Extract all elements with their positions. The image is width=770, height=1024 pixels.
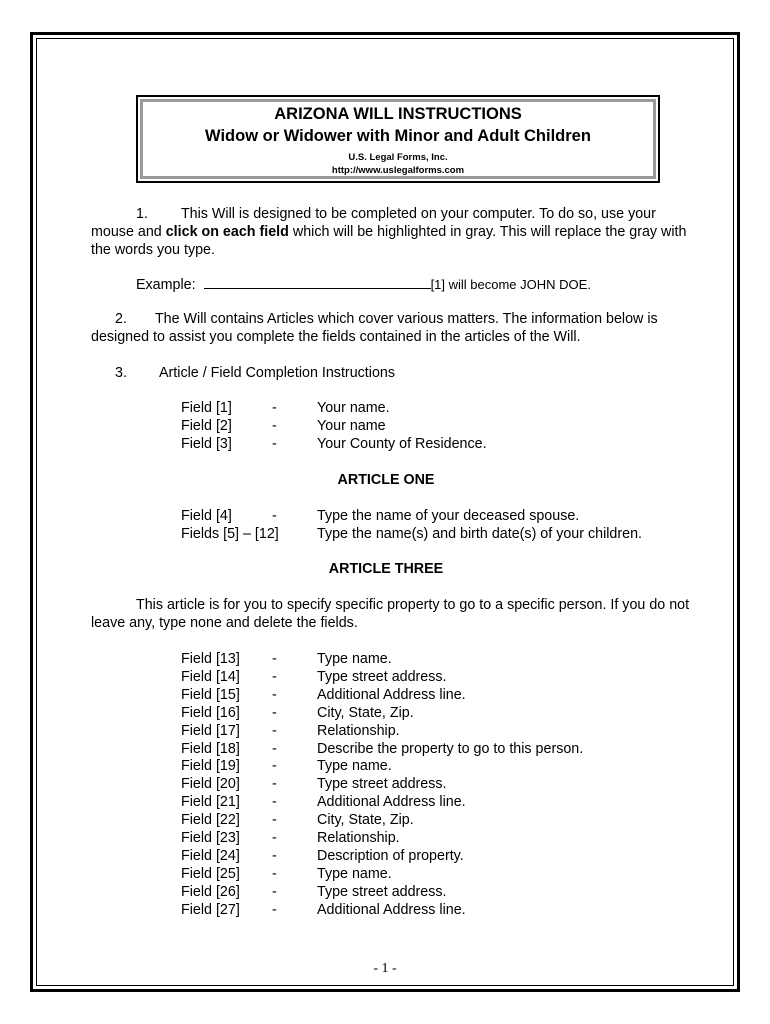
field-description: Additional Address line. (317, 794, 466, 811)
field-dash: - (272, 668, 277, 685)
field-label: Field [4] (181, 508, 232, 524)
field-dash: - (272, 508, 277, 524)
paragraph-1-bold: click on each field (165, 224, 289, 240)
field-label: Field [18] (181, 740, 240, 757)
field-label: Field [17] (181, 722, 240, 739)
field-description: Additional Address line. (317, 686, 466, 703)
field-label: Field [22] (181, 812, 240, 829)
field-description: Description of property. (317, 847, 464, 864)
field-label: Field [25] (181, 865, 240, 882)
field-label: Field [3] (181, 436, 232, 452)
example-label: Example: (136, 277, 196, 293)
field-description: Type name. (317, 758, 392, 775)
field-label: Field [16] (181, 704, 240, 721)
field-label: Field [24] (181, 847, 240, 864)
example-line (136, 276, 591, 294)
document-subtitle: Widow or Widower with Minor and Adult Children (205, 127, 591, 145)
field-description: Type the name(s) and birth date(s) of your children. (317, 526, 643, 542)
article-one-heading: ARTICLE ONE (337, 472, 435, 488)
paragraph-2 (91, 310, 691, 346)
field-dash: - (272, 776, 277, 793)
paragraph-1 (91, 205, 691, 259)
company-name: U.S. Legal Forms, Inc. (348, 152, 448, 163)
field-dash: - (272, 400, 277, 416)
field-description: Your County of Residence. (317, 436, 487, 452)
field-dash: - (272, 722, 277, 739)
field-label: Field [27] (181, 901, 240, 918)
title-box (136, 95, 660, 183)
field-label: Field [20] (181, 776, 240, 793)
paragraph-2-number: 2. (115, 311, 127, 327)
field-label: Fields [5] – [12] (181, 526, 279, 542)
document-title: ARIZONA WILL INSTRUCTIONS (274, 105, 522, 123)
field-dash: - (272, 740, 277, 757)
paragraph-3-number: 3. (115, 365, 127, 381)
field-description: Type name. (317, 651, 392, 667)
field-description: Type street address. (317, 883, 447, 900)
field-label: Field [2] (181, 418, 232, 434)
field-description: Describe the property to go to this person. (317, 740, 584, 757)
field-label: Field [19] (181, 758, 240, 775)
field-description: Relationship. (317, 830, 400, 846)
field-description: Your name. (317, 400, 390, 416)
field-description: Your name (317, 418, 386, 434)
field-dash: - (272, 883, 277, 900)
paragraph-1-text-a: This Will is designed to be completed on your computer. To do so, use your mouse and (91, 206, 656, 240)
field-description: Type name. (317, 865, 392, 882)
example-blank (204, 276, 431, 289)
field-dash: - (272, 794, 277, 811)
field-description: City, State, Zip. (317, 812, 414, 829)
paragraph-3-text: Article / Field Completion Instructions (159, 365, 395, 381)
article-three-text: This article is for you to specify specific property to go to a specific person. If you do not leave any, type none and delete the fields. (91, 597, 690, 631)
article-three-heading: ARTICLE THREE (328, 561, 444, 577)
field-description: Type street address. (317, 668, 447, 685)
company-url[interactable]: http://www.uslegalforms.com (331, 165, 465, 176)
paragraph-2-text: The Will contains Articles which cover various matters. The information below is designed to assist you complete the fields contained in the articles of the Will. (91, 311, 658, 345)
field-dash: - (272, 758, 277, 775)
field-dash: - (272, 436, 277, 452)
field-label: Field [13] (181, 651, 240, 667)
paragraph-1-text-b: which will be highlighted in gray. This will replace the gray with the words you type. (91, 224, 687, 258)
field-dash: - (272, 651, 277, 667)
paragraph-1-number: 1. (136, 206, 148, 222)
field-label: Field [14] (181, 668, 240, 685)
field-dash: - (272, 686, 277, 703)
field-dash: - (272, 704, 277, 721)
example-tail: [1] will become JOHN DOE. (430, 277, 591, 292)
field-label: Field [26] (181, 883, 240, 900)
field-description: Relationship. (317, 722, 400, 739)
field-label: Field [21] (181, 794, 240, 811)
field-label: Field [23] (181, 830, 240, 846)
field-dash: - (272, 418, 277, 434)
field-dash: - (272, 830, 277, 846)
field-dash: - (272, 901, 277, 918)
field-dash: - (272, 812, 277, 829)
page-number: - 1 - (373, 961, 397, 976)
article-three-paragraph (91, 596, 691, 632)
field-label: Field [15] (181, 686, 240, 703)
field-dash: - (272, 865, 277, 882)
field-description: City, State, Zip. (317, 704, 414, 721)
field-description: Type street address. (317, 776, 447, 793)
field-description: Type the name of your deceased spouse. (317, 508, 580, 524)
field-description: Additional Address line. (317, 901, 466, 918)
field-dash: - (272, 847, 277, 864)
field-label: Field [1] (181, 400, 232, 416)
